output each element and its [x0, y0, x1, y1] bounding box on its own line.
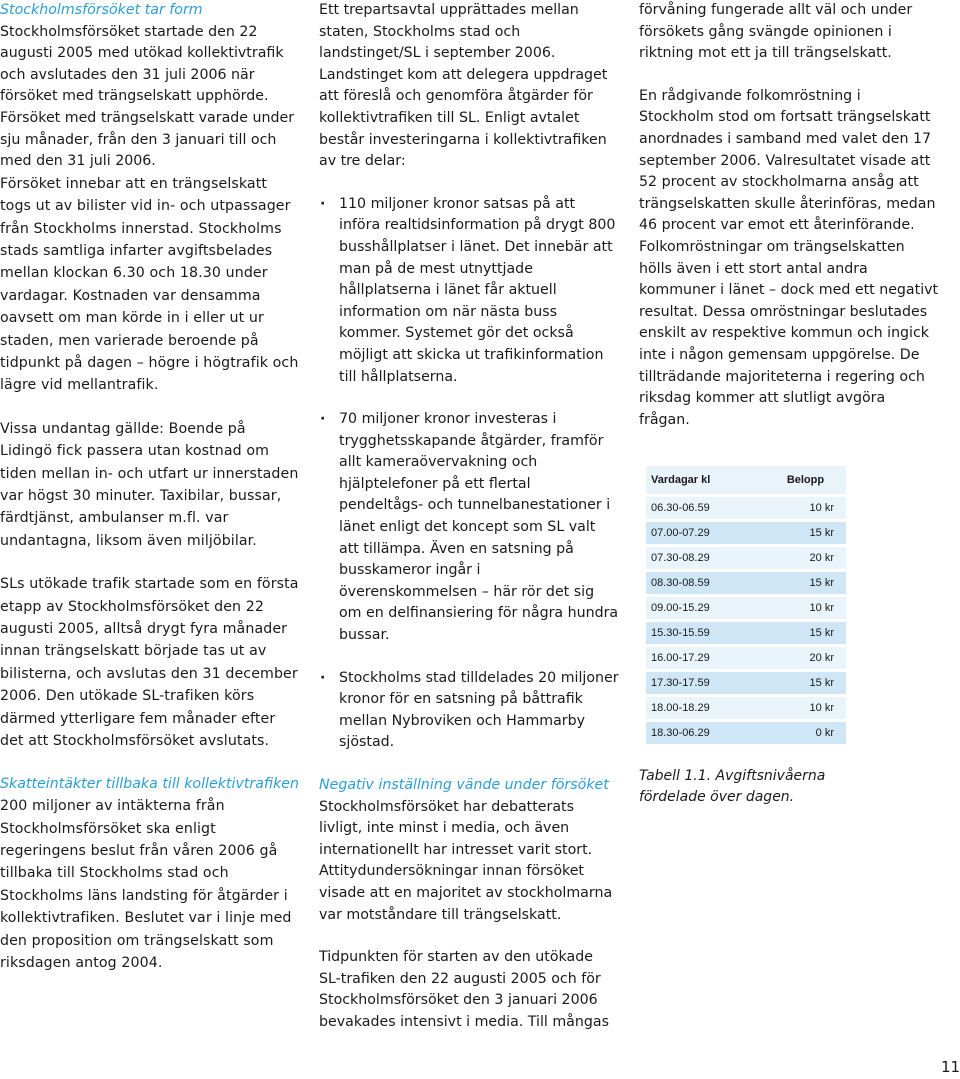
time-cell: 18.30-06.29: [646, 719, 765, 744]
amount-cell: 15 kr: [765, 619, 846, 644]
amount-cell: 20 kr: [765, 544, 846, 569]
time-cell: 07.00-07.29: [646, 519, 765, 544]
body-paragraph: 200 miljoner av intäkterna från Stockholmsförsöket ska enligt regeringens beslut från våren 2006 gå tillbaka till Stockholms stad och Stockholms läns landsting för åtgärder i kollektivtrafiken. Beslutet var i linje med den proposition om trängselskatt som riksdagen antog 2004.: [0, 798, 292, 971]
column-right: [639, 0, 939, 431]
list-item: · 70 miljoner kronor investeras i trygghetsskapande åtgärder, framför allt kameraövervakning och hjälptelefoner på ett flertal pendeltågs- och tunnelbanestationer i länet enligt det koncept som SL valt att tillämpa. Även en satsning på busskameror ingår i överenskommelsen – här rör det sig om en delfinansiering för några hundra bussar.: [319, 409, 619, 647]
table-row: [646, 594, 846, 619]
table-row: [646, 694, 846, 719]
time-cell: 09.00-15.29: [646, 594, 765, 619]
time-cell: 18.00-18.29: [646, 694, 765, 719]
column-middle: [319, 0, 619, 1034]
section-heading: Negativ inställning vände under försöket: [319, 777, 609, 793]
time-cell: 06.30-06.59: [646, 494, 765, 519]
amount-cell: 15 kr: [765, 519, 846, 544]
bullet-list: [319, 194, 619, 754]
amount-cell: 15 kr: [765, 569, 846, 594]
body-paragraph: SLs utökade trafik startade som en första etapp av Stockholmsförsöket den 22 augusti 2005, alltså drygt fyra månader innan trängselskatt började tas ut av bilisterna, och avslutas den 31 december 2006. Den utökade SL-trafiken körs därmed ytterligare fem månader efter det att Stockholmsförsöket avslutats.: [0, 576, 299, 750]
time-cell: 15.30-15.59: [646, 619, 765, 644]
fee-table: [646, 466, 846, 744]
table-row: [646, 569, 846, 594]
time-cell: 16.00-17.29: [646, 644, 765, 669]
amount-cell: 10 kr: [765, 494, 846, 519]
column-left: [0, 0, 300, 974]
body-paragraph: En rådgivande folkomröstning i Stockholm stod om fortsatt trängselskatt anordnades i samband med valet den 17 september 2006. Valresultatet visade att 52 procent av stockholmarna ansåg att trängselskatten skulle återinföras, medan 46 procent var emot ett återinförande. Folkomröstningar om trängselskatten hölls även i ett stort antal andra kommuner i länet – dock med ett negativt resultat. Dessa omröstningar beslutades enskilt av respektive kommun och ingick inte i någon gemensam uppgörelse. De tillträdande majoriteterna i regering och riksdag kommer att slutligt avgöra frågan.: [639, 87, 939, 428]
body-paragraph: Vissa undantag gällde: Boende på Lidingö fick passera utan kostnad om tiden mellan in- och utfart ur innerstaden var högst 30 minuter. Taxibilar, bussar, färdtjänst, ambulanser m.fl. var undantagna, liksom även miljöbilar.: [0, 420, 299, 549]
amount-cell: 10 kr: [765, 694, 846, 719]
amount-cell: 10 kr: [765, 594, 846, 619]
table-row: [646, 544, 846, 569]
time-cell: 08.30-08.59: [646, 569, 765, 594]
body-paragraph: förvåning fungerade allt väl och under försökets gång svängde opinionen i riktning mot ett ja till trängselskatt.: [639, 2, 913, 62]
table-header-row: [646, 466, 846, 494]
time-cell: 17.30-17.59: [646, 669, 765, 694]
table-row: [646, 519, 846, 544]
section-heading: Stockholmsförsöket tar form: [0, 2, 203, 18]
list-item: · Stockholms stad tilldelades 20 miljoner kronor för en satsning på båttrafik mellan Nybroviken och Hammarby sjöstad.: [319, 668, 619, 754]
column-header-amount: Belopp: [765, 466, 846, 494]
table-row: [646, 644, 846, 669]
table-caption: Tabell 1.1. Avgiftsnivåerna fördelade över dagen.: [639, 768, 826, 805]
body-paragraph: Försöket innebar att en trängselskatt togs ut av bilister vid in- och utpassager från Stockholms innerstad. Stockholms stads samtliga infarter avgiftsbelades mellan klockan 6.30 och 18.30 under vardagar. Kostnaden var densamma oavsett om man körde in i eller ut ur staden, men varierade beroende på tidpunkt på dagen – högre i högtrafik och lägre vid mellantrafik.: [0, 175, 299, 394]
body-paragraph: Stockholmsförsöket startade den 22 augusti 2005 med utökad kollektivtrafik och avslutades den 31 juli 2006 när försöket med trängselskatt upphörde. Försöket med trängselskatt varade under sju månader, från den 3 januari till och med den 31 juli 2006.: [0, 23, 295, 170]
amount-cell: 20 kr: [765, 644, 846, 669]
body-paragraph: Ett trepartsavtal upprättades mellan staten, Stockholms stad och landstinget/SL i september 2006. Landstinget kom att delegera uppdraget att föreslå och genomföra åtgärder för kollektivtrafiken till SL. Enligt avtalet består investeringarna i kollektivtrafiken av tre delar:: [319, 2, 608, 170]
page-number: 11: [941, 1058, 960, 1076]
amount-cell: 0 kr: [765, 719, 846, 744]
table-row: [646, 719, 846, 744]
list-item: · 110 miljoner kronor satsas på att införa realtidsinformation på drygt 800 busshållplatser i länet. Det innebär att man på de mest utnyttjade hållplatserna i länet får aktuell information om när nästa buss kommer. Systemet gör det också möjligt att skicka ut trafikinformation till hållplatserna.: [319, 194, 619, 388]
body-paragraph: Tidpunkten för starten av den utökade SL-trafiken den 22 augusti 2005 och för Stockholmsförsöket den 3 januari 2006 bevakades intensivt i media. Till mångas: [319, 949, 609, 1030]
table-row: [646, 494, 846, 519]
section-heading: Skatteintäkter tillbaka till kollektivtrafiken: [0, 775, 300, 792]
body-paragraph: Stockholmsförsöket har debatterats livligt, inte minst i media, och även internationellt har intresset varit stort. Attitydundersökningar innan försöket visade att en majoritet av stockholmarna var motståndare till trängselskatt.: [319, 798, 613, 923]
column-header-time: Vardagar kl: [646, 466, 765, 494]
amount-cell: 15 kr: [765, 669, 846, 694]
table-row: [646, 619, 846, 644]
table-row: [646, 669, 846, 694]
time-cell: 07.30-08.29: [646, 544, 765, 569]
